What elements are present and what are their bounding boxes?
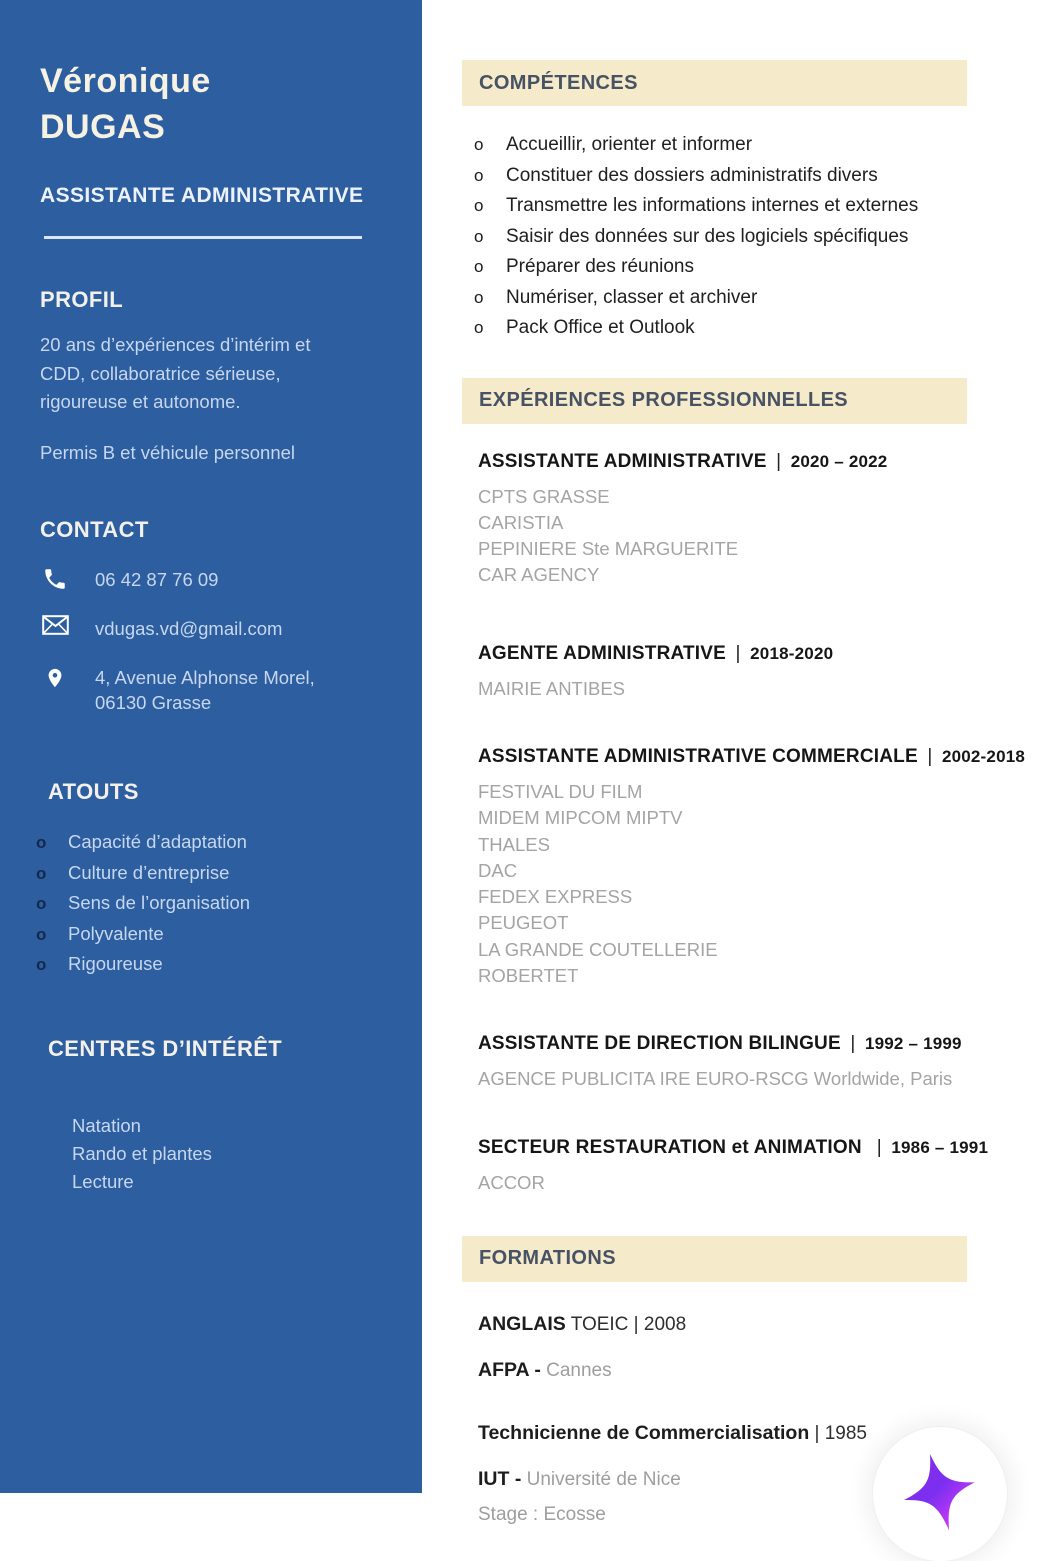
- email-icon: [40, 614, 70, 635]
- address-line2: 06130 Grasse: [95, 692, 212, 713]
- interest-item: Lecture: [72, 1170, 134, 1192]
- company-item: ROBERTET: [478, 965, 579, 987]
- contact-address-row: [40, 663, 388, 715]
- formation-bold: ANGLAIS: [478, 1312, 566, 1335]
- postal-address: [95, 663, 315, 715]
- atout-item: [36, 827, 388, 858]
- company-item: FESTIVAL DU FILM: [478, 780, 643, 802]
- job-title-line: [478, 746, 1055, 768]
- job-entry: [462, 1033, 1055, 1092]
- formation-line: [478, 1312, 1055, 1337]
- main-content: [422, 0, 1055, 1525]
- skill-label: Pack Office et Outlook: [506, 317, 695, 338]
- job-title: SECTEUR RESTAURATION et ANIMATION: [478, 1136, 862, 1158]
- job-period: 1992 – 1999: [864, 1034, 962, 1054]
- pipe-separator: |: [776, 450, 782, 472]
- atouts-list: [36, 827, 388, 980]
- formation-bold: AFPA -: [478, 1358, 541, 1381]
- sparkle-star-icon: [882, 1436, 998, 1552]
- formation-place: Stage : Ecosse: [478, 1503, 606, 1525]
- formation-place: Cannes: [546, 1359, 612, 1381]
- atout-label: Capacité d’adaptation: [68, 831, 247, 852]
- competences-banner: [462, 60, 967, 106]
- bullet-marker: o: [474, 318, 484, 337]
- job-title-line: [478, 1033, 1055, 1055]
- bullet-marker: o: [474, 196, 484, 215]
- job-title-line: [478, 643, 1055, 665]
- job-title: ASSISTANTE DE DIRECTION BILINGUE: [478, 1033, 841, 1055]
- bullet-marker: o: [36, 955, 47, 974]
- company-list: [478, 1170, 1055, 1196]
- experiences-heading: EXPÉRIENCES PROFESSIONNELLES: [479, 389, 849, 411]
- pipe-separator: |: [735, 642, 741, 664]
- phone-icon: [40, 565, 70, 592]
- company-item: ACCOR: [478, 1171, 545, 1193]
- job-entry: [462, 451, 1055, 589]
- job-title-line: [478, 1137, 1055, 1159]
- company-item: DAC: [478, 859, 518, 881]
- company-list: [478, 484, 1055, 589]
- company-item: MAIRIE ANTIBES: [478, 677, 626, 699]
- formation-bold: Technicienne de Commercialisation: [478, 1421, 810, 1444]
- pipe-separator: |: [927, 745, 933, 767]
- person-role: ASSISTANTE ADMINISTRATIVE: [40, 184, 364, 207]
- bullet-marker: o: [474, 226, 484, 246]
- company-item: CPTS GRASSE: [478, 485, 610, 507]
- formation-line: [478, 1358, 1055, 1383]
- company-list: [478, 779, 1055, 989]
- skill-label: Numériser, classer et archiver: [506, 286, 758, 308]
- interests-list: [40, 1112, 388, 1196]
- skill-label: Saisir des données sur des logiciels spécifiques: [506, 225, 909, 247]
- job-title: ASSISTANTE ADMINISTRATIVE COMMERCIALE: [478, 745, 918, 767]
- company-item: FEDEX EXPRESS: [478, 886, 633, 908]
- skill-label: Transmettre les informations internes et externes: [506, 195, 919, 216]
- company-item: CARISTIA: [478, 511, 564, 533]
- bullet-marker: o: [474, 165, 484, 185]
- competences-heading: COMPÉTENCES: [479, 71, 638, 94]
- company-list: [478, 676, 1055, 702]
- skill-item: [474, 222, 1055, 253]
- email-address: vdugas.vd@gmail.com: [95, 618, 283, 639]
- skill-label: Constituer des dossiers administratifs divers: [506, 164, 878, 186]
- bullet-marker: o: [474, 287, 484, 307]
- job-entry: [462, 746, 1055, 989]
- job-period: 2020 – 2022: [790, 451, 888, 471]
- job-period: 1986 – 1991: [891, 1137, 989, 1157]
- watermark-logo: [873, 1427, 1007, 1561]
- bullet-marker: o: [36, 833, 47, 852]
- pipe-separator: |: [850, 1033, 856, 1055]
- formations-heading: FORMATIONS: [479, 1247, 616, 1270]
- skill-item: [474, 252, 1055, 283]
- person-name: [40, 58, 388, 150]
- atout-label: Polyvalente: [68, 922, 164, 944]
- pipe-separator: |: [876, 1136, 882, 1158]
- job-period: 2002-2018: [941, 746, 1026, 766]
- contact-heading: CONTACT: [40, 517, 149, 542]
- company-item: PEUGEOT: [478, 912, 569, 934]
- interest-item: Natation: [72, 1114, 141, 1136]
- interests-heading: CENTRES D’INTÉRÊT: [48, 1035, 283, 1061]
- address-line1: 4, Avenue Alphonse Morel,: [95, 667, 315, 688]
- contact-email-row: [40, 614, 388, 641]
- bullet-marker: o: [474, 135, 484, 154]
- bullet-marker: o: [36, 863, 47, 883]
- location-pin-icon: [40, 663, 70, 692]
- job-title: AGENTE ADMINISTRATIVE: [478, 642, 727, 664]
- skills-list: [462, 130, 1055, 344]
- experiences-banner: [462, 378, 967, 424]
- formations-banner: [462, 1236, 967, 1282]
- bullet-marker: o: [36, 894, 47, 913]
- company-item: CAR AGENCY: [478, 564, 600, 586]
- job-title-line: [478, 451, 1055, 473]
- job-entry: [462, 1137, 1055, 1196]
- sidebar: [0, 0, 422, 1493]
- skill-item: [474, 283, 1055, 314]
- formation-bold: IUT -: [478, 1467, 522, 1490]
- contact-phone-row: [40, 565, 388, 592]
- atout-label: Sens de l’organisation: [68, 892, 251, 913]
- profil-paragraph: 20 ans d’expériences d’intérim et CDD, collaboratrice sérieuse, rigoureuse et autonome.: [40, 334, 311, 412]
- skill-item: [474, 191, 1055, 222]
- bullet-marker: o: [474, 257, 484, 276]
- last-name: DUGAS: [40, 108, 166, 146]
- company-item: AGENCE PUBLICITA IRE EURO-RSCG Worldwide, Paris: [478, 1068, 953, 1090]
- company-item: PEPINIERE Ste MARGUERITE: [478, 538, 739, 560]
- interest-item: Rando et plantes: [72, 1142, 212, 1164]
- phone-number: 06 42 87 76 09: [95, 569, 219, 590]
- skill-label: Préparer des réunions: [506, 256, 694, 277]
- bullet-marker: o: [36, 924, 47, 944]
- formation-detail: TOEIC | 2008: [570, 1313, 687, 1335]
- first-name: Véronique: [40, 62, 211, 100]
- atouts-heading: ATOUTS: [48, 779, 139, 804]
- formation-detail: | 1985: [814, 1422, 867, 1444]
- atout-item: [36, 888, 388, 919]
- skill-item: [474, 161, 1055, 192]
- atout-item: [36, 949, 388, 980]
- job-title: ASSISTANTE ADMINISTRATIVE: [478, 450, 767, 472]
- job-period: 2018-2020: [750, 643, 834, 663]
- divider-line: [44, 236, 362, 239]
- profil-heading: PROFIL: [40, 287, 124, 312]
- skill-label: Accueillir, orienter et informer: [506, 134, 753, 155]
- atout-label: Culture d’entreprise: [68, 861, 230, 883]
- skill-item: [474, 313, 1055, 344]
- atout-label: Rigoureuse: [68, 953, 163, 974]
- permis-text: Permis B et véhicule personnel: [40, 441, 296, 463]
- company-item: THALES: [478, 833, 550, 855]
- skill-item: [474, 130, 1055, 161]
- job-entry: [462, 643, 1055, 702]
- contact-list: [40, 565, 388, 715]
- formation-place: Université de Nice: [526, 1468, 681, 1490]
- atout-item: [36, 858, 388, 889]
- company-list: [478, 1066, 1055, 1092]
- atout-item: [36, 919, 388, 950]
- company-item: LA GRANDE COUTELLERIE: [478, 938, 718, 960]
- company-item: MIDEM MIPCOM MIPTV: [478, 807, 683, 829]
